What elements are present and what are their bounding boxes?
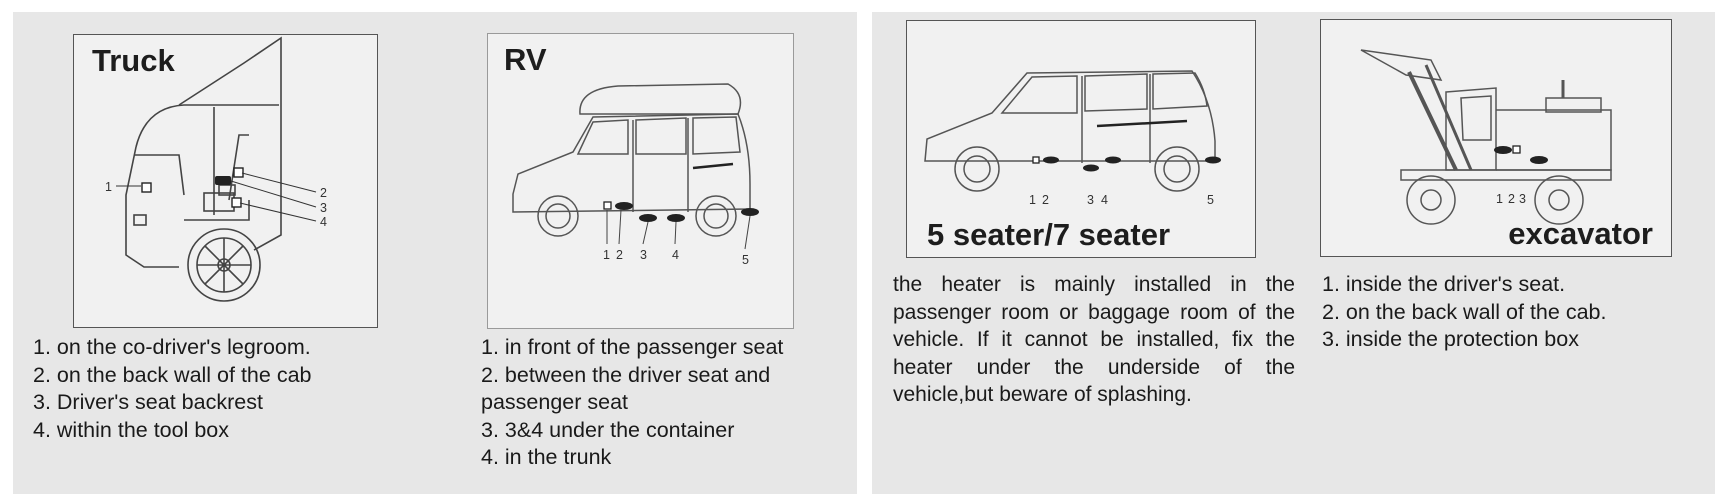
truck-callouts (74, 35, 377, 327)
seater-title: 5 seater/7 seater (927, 217, 1171, 252)
excavator-title: excavator (1508, 216, 1653, 251)
callout-label: 3 (1087, 193, 1094, 207)
rv-location-list (481, 334, 783, 472)
list-item: 4. in the trunk (481, 445, 612, 469)
callout-label: 2 (320, 186, 327, 200)
seater-diagram (906, 20, 1256, 258)
rv-callouts (488, 34, 793, 328)
truck-location-list (33, 334, 311, 444)
list-item: 3. 3&4 under the container (481, 417, 735, 442)
callout-label: 4 (672, 248, 679, 262)
rv-diagram (487, 33, 794, 329)
seater-description: the heater is mainly installed in the passenger room or baggage room of the vehicle. If it cannot be installed, fix the heater under the underside of the vehicle,but beware of splashing. (893, 273, 1295, 406)
list-item: 1. on the co-driver's legroom. (33, 335, 311, 359)
callout-label: 3 (640, 248, 647, 262)
truck-title: Truck (92, 43, 175, 78)
list-item: 2. on the back wall of the cab (33, 362, 312, 387)
list-item: 1. inside the driver's seat. (1322, 272, 1566, 296)
callout-label: 1 (603, 248, 610, 262)
list-item: 3. Driver's seat backrest (33, 390, 263, 414)
list-item: 3. inside the protection box (1322, 327, 1579, 351)
callout-label: 1 (1496, 192, 1503, 206)
list-item: 2. on the back wall of the cab. (1322, 299, 1607, 324)
list-item: passenger seat (481, 390, 629, 414)
callout-label: 5 (742, 253, 749, 267)
callout-label: 1 (1029, 193, 1036, 207)
list-item: 1. in front of the passenger seat (481, 335, 784, 359)
callout-label: 1 (105, 180, 112, 194)
callout-label: 4 (320, 215, 327, 229)
callout-label: 3 (1519, 192, 1526, 206)
excavator-location-list (1322, 271, 1606, 354)
truck-diagram (73, 34, 378, 328)
callout-label: 2 (616, 248, 623, 262)
callout-label: 3 (320, 201, 327, 215)
callout-label: 5 (1207, 193, 1214, 207)
list-item: 2. between the driver seat and (481, 362, 771, 387)
callout-label: 4 (1101, 193, 1108, 207)
excavator-diagram (1320, 19, 1672, 257)
list-item: 4. within the tool box (33, 417, 230, 442)
callout-label: 2 (1042, 193, 1049, 207)
rv-title: RV (504, 42, 547, 77)
callout-label: 2 (1508, 192, 1515, 206)
